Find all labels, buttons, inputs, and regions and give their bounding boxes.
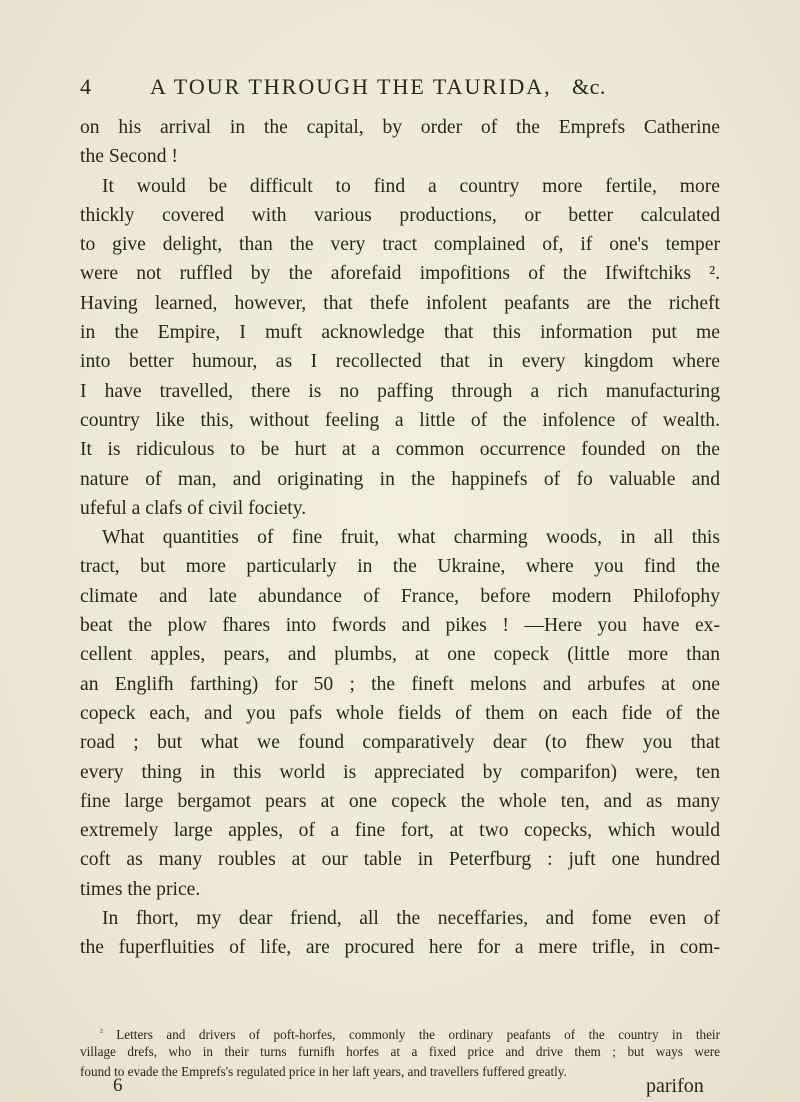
footnote-line — [80, 1022, 720, 1042]
text-line: fine large bergamot pears at one copeck the whole ten, and as many — [80, 790, 720, 812]
footnote-line: found to evade the Emprefs's regulated price in her laft years, and travellers fuffered greatly. — [80, 1064, 567, 1079]
text-line: In fhort, my dear friend, all the neceffaries, and fome even of — [102, 908, 720, 930]
signature-mark: 6 — [113, 1075, 123, 1096]
running-head — [80, 74, 730, 104]
text-line: copeck each, and you pafs whole fields of them on each fide of the — [80, 702, 720, 724]
body-text — [80, 113, 720, 963]
text-line: to give delight, than the very tract complained of, if one's temper — [80, 234, 720, 256]
text-line: into better humour, as I recollected that in every kingdom where — [80, 351, 720, 373]
running-title: A TOUR THROUGH THE TAURIDA, — [150, 74, 552, 99]
running-title-etc: &c. — [572, 74, 606, 99]
text-line: an Englifh farthing) for 50 ; the fineft melons and arbufes at one — [80, 673, 720, 695]
catchword: parifon — [646, 1075, 704, 1097]
text-line: It is ridiculous to be hurt at a common occurrence founded on the — [80, 439, 720, 461]
text-line: Having learned, however, that thefe infolent peafants are the richeft — [80, 292, 720, 314]
footnote-mark: ² — [100, 1027, 103, 1037]
text-line: road ; but what we found comparatively dear (to fhew you that — [80, 732, 720, 754]
text-line: times the price. — [80, 878, 201, 900]
text-line: were not ruffled by the aforefaid impofitions of the Ifwiftchiks ². — [80, 263, 720, 285]
text-line: coft as many roubles at our table in Peterfburg : juft one hundred — [80, 849, 720, 871]
text-line: What quantities of fine fruit, what charming woods, in all this — [102, 527, 720, 549]
text-line: beat the plow fhares into fwords and pikes ! —Here you have ex- — [80, 615, 720, 637]
text-line: I have travelled, there is no paffing through a rich manufacturing — [80, 380, 720, 402]
text-line: thickly covered with various productions, or better calculated — [80, 204, 720, 226]
footnote-line: village drefs, who in their turns furnifh horfes at a fixed price and drive them ; but ways were — [80, 1044, 720, 1059]
text-line: every thing in this world is appreciated by comparifon) were, ten — [80, 761, 720, 783]
text-line: the fuperfluities of life, are procured here for a mere trifle, in com- — [80, 937, 720, 959]
text-line: ufeful a clafs of civil fociety. — [80, 497, 307, 519]
footnote — [80, 1022, 720, 1082]
footnote-text: Letters and drivers of poft-horfes, commonly the ordinary peafants of the country in their — [116, 1027, 720, 1042]
text-line: tract, but more particularly in the Ukraine, where you find the — [80, 556, 720, 578]
text-line: on his arrival in the capital, by order of the Emprefs Catherine — [80, 117, 720, 138]
text-line: It would be difficult to find a country more fertile, more — [102, 175, 720, 197]
text-line: country like this, without feeling a little of the infolence of wealth. — [80, 409, 720, 431]
text-line: the Second ! — [80, 146, 178, 168]
text-line: in the Empire, I muft acknowledge that this information put me — [80, 322, 720, 344]
text-line: cellent apples, pears, and plumbs, at one copeck (little more than — [80, 644, 720, 666]
text-line: climate and late abundance of France, before modern Philofophy — [80, 585, 720, 607]
text-line: extremely large apples, of a fine fort, at two copecks, which would — [80, 820, 720, 842]
page-number: 4 — [80, 74, 93, 99]
text-line: nature of man, and originating in the happinefs of fo valuable and — [80, 468, 720, 490]
